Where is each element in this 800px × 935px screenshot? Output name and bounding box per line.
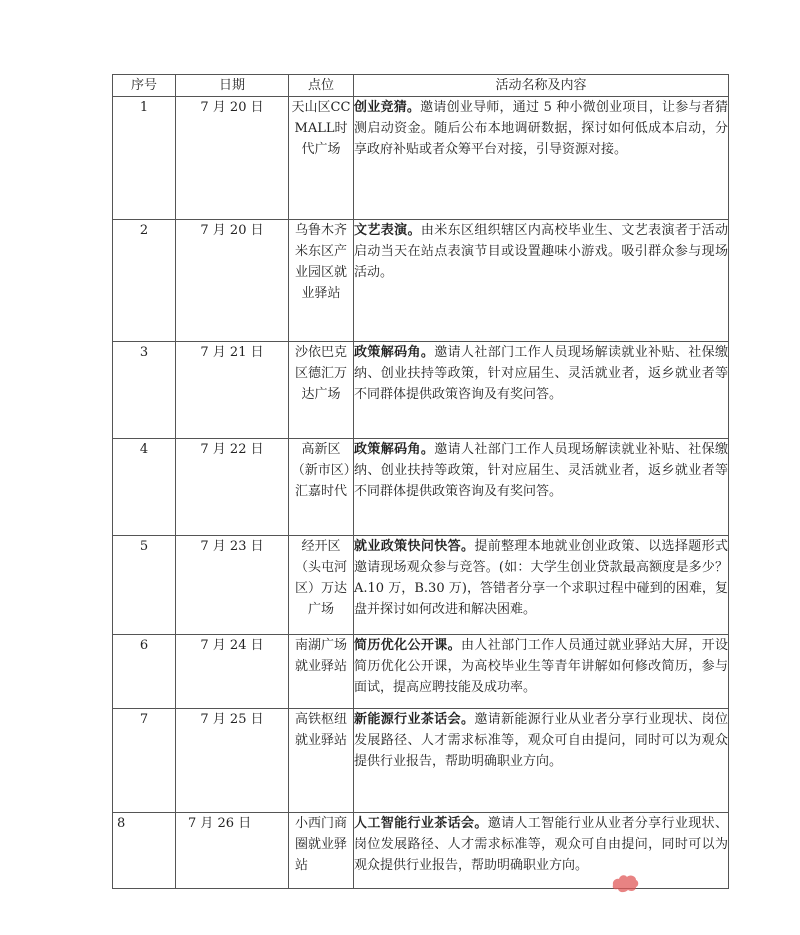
row-index: 1: [113, 97, 176, 220]
row-date: 7 月 22 日: [176, 439, 289, 536]
row-index: 8: [113, 813, 176, 889]
activity-title: 创业竞猜。: [354, 100, 421, 115]
row-content: [354, 536, 729, 635]
row-content: [354, 709, 729, 813]
table-row: [113, 220, 729, 342]
activity-text: 提前整理本地就业创业政策、以选择题形式邀请现场观众参与竞答。(如：大学生创业贷款最高额度是多少？A.10 万，B.30 万)，答错者分享一个求职过程中碰到的困难，复盘并探讨如何改进和解决困难。: [354, 539, 728, 617]
activity-title: 新能源行业茶话会。: [354, 712, 475, 727]
table-row: [113, 709, 729, 813]
table-row: [113, 342, 729, 439]
row-content: [354, 439, 729, 536]
activity-title: 就业政策快问快答。: [354, 539, 475, 554]
row-date: 7 月 23 日: [176, 536, 289, 635]
row-location: 沙依巴克区德汇万达广场: [289, 342, 354, 439]
activity-title: 简历优化公开课。: [354, 638, 461, 653]
activity-text: 邀请新能源行业从业者分享行业现状、岗位发展路径、人才需求标准等，观众可自由提问，同时可以为观众提供行业报告，帮助明确职业方向。: [354, 712, 728, 769]
row-index: 6: [113, 635, 176, 709]
row-location: 经开区（头屯河区）万达广场: [289, 536, 354, 635]
header-index: 序号: [113, 75, 176, 97]
activity-text: 邀请创业导师，通过 5 种小微创业项目，让参与者猜测启动资金。随后公布本地调研数据，探讨如何低成本启动，分享政府补贴或者众筹平台对接，引导资源对接。: [354, 100, 728, 157]
row-index: 4: [113, 439, 176, 536]
row-content: [354, 813, 729, 889]
activity-title: 文艺表演。: [354, 223, 421, 238]
activity-schedule-table: [112, 74, 729, 889]
header-location: 点位: [289, 75, 354, 97]
table-row: [113, 97, 729, 220]
row-content: [354, 220, 729, 342]
row-index: 5: [113, 536, 176, 635]
table-row: [113, 439, 729, 536]
activity-text: 邀请人社部门工作人员现场解读就业补贴、社保缴纳、创业扶持等政策，针对应届生、灵活就业者，返乡就业者等不同群体提供政策咨询及有奖问答。: [354, 442, 728, 499]
row-date: 7 月 21 日: [176, 342, 289, 439]
activity-text: 由人社部门工作人员通过就业驿站大屏，开设简历优化公开课，为高校毕业生等青年讲解如何修改简历，参与面试，提高应聘技能及成功率。: [354, 638, 728, 695]
header-date: 日期: [176, 75, 289, 97]
row-location: 高铁枢纽就业驿站: [289, 709, 354, 813]
row-date: 7 月 25 日: [176, 709, 289, 813]
row-index: 7: [113, 709, 176, 813]
activity-title: 政策解码角。: [354, 345, 435, 360]
red-seal-stamp-icon: [610, 872, 640, 894]
row-location: 南湖广场就业驿站: [289, 635, 354, 709]
activity-text: 邀请人工智能行业从业者分享行业现状、岗位发展路径、人才需求标准等，观众可自由提问，同时可以为观众提供行业报告，帮助明确职业方向。: [354, 816, 728, 873]
row-content: [354, 342, 729, 439]
row-date: 7 月 20 日: [176, 220, 289, 342]
header-content: 活动名称及内容: [354, 75, 729, 97]
row-location: 高新区（新市区）汇嘉时代: [289, 439, 354, 536]
activity-title: 人工智能行业茶话会。: [354, 816, 488, 831]
row-index: 3: [113, 342, 176, 439]
activity-title: 政策解码角。: [354, 442, 435, 457]
row-content: [354, 635, 729, 709]
row-index: 2: [113, 220, 176, 342]
table-header-row: [113, 75, 729, 97]
row-location: 乌鲁木齐米东区产业园区就业驿站: [289, 220, 354, 342]
row-date: 7 月 20 日: [176, 97, 289, 220]
table-row: [113, 536, 729, 635]
activity-text: 由米东区组织辖区内高校毕业生、文艺表演者于活动启动当天在站点表演节目或设置趣味小游戏。吸引群众参与现场活动。: [354, 223, 728, 280]
activity-text: 邀请人社部门工作人员现场解读就业补贴、社保缴纳、创业扶持等政策，针对应届生、灵活就业者，返乡就业者等不同群体提供政策咨询及有奖问答。: [354, 345, 728, 402]
row-date: 7 月 26 日: [176, 813, 289, 889]
row-location: 天山区CCMALL时代广场: [289, 97, 354, 220]
table-row: [113, 635, 729, 709]
row-content: [354, 97, 729, 220]
row-location: 小西门商圈就业驿站: [289, 813, 354, 889]
row-date: 7 月 24 日: [176, 635, 289, 709]
